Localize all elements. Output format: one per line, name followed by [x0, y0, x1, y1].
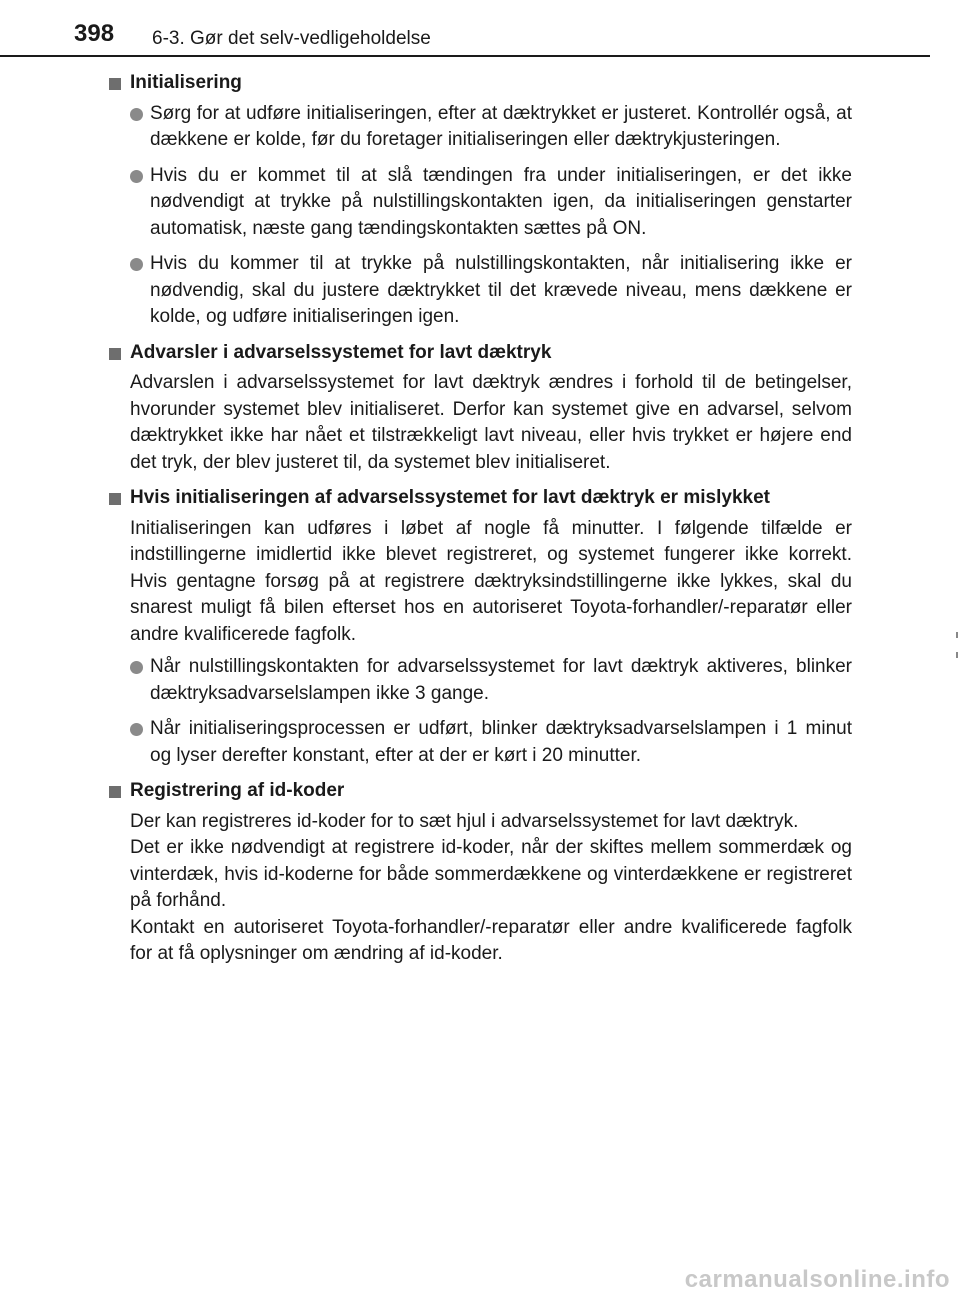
round-bullet-icon — [130, 108, 143, 121]
square-bullet-icon — [109, 78, 121, 90]
square-bullet-icon — [109, 348, 121, 360]
list-item: Når nulstillingskontakten for advarselssystemet for lavt dæktryk aktiveres, blinker dæktryksadvarselslampen ikke 3 gange. — [108, 654, 852, 707]
section-heading: Registrering af id-koder — [108, 778, 852, 805]
list-item: Når initialiseringsprocessen er udført, blinker dæktryksadvarselslampen i 1 minut og lyser derefter konstant, efter at der er kørt i 20 minutter. — [108, 716, 852, 769]
paragraph: Der kan registreres id-koder for to sæt hjul i advarselssystemet for lavt dæktryk. — [130, 810, 799, 832]
section-initialisering — [108, 70, 852, 331]
section-mislykket — [108, 485, 852, 769]
square-bullet-icon — [109, 786, 121, 798]
page-header — [0, 0, 960, 56]
paragraph: Kontakt en autoriseret Toyota-forhandler/-reparatør eller andre kvalificerede fagfolk for at få oplysninger om ændring af id-koder. — [130, 916, 852, 964]
watermark: carmanualsonline.info — [684, 1266, 950, 1293]
section-registrering — [108, 778, 852, 968]
round-bullet-icon — [130, 723, 143, 736]
paragraph: Advarslen i advarselssystemet for lavt dæktryk ændres i forhold til de betingelser, hvorunder systemet blev initialiseret. Derfor kan systemet give en advarsel, selvom dæktrykket ikke har nået et tilstrækkeligt lavt niveau, eller hvis trykket er højere end det tryk, der blev justeret til, da systemet blev initialiseret. — [130, 372, 852, 473]
paragraph: Initialiseringen kan udføres i løbet af nogle få minutter. I følgende tilfælde er indstillingerne imidlertid ikke blevet registreret, og systemet fungerer ikke korrekt. Hvis gentagne forsøg på at registrere dæktryksindstillingerne ikke lykkes, skal du snarest muligt få bilen efterset hos en autoriseret Toyota-forhandler/-reparatør eller andre kvalificerede fagfolk. — [130, 517, 852, 645]
section-heading: Hvis initialiseringen af advarselssystemet for lavt dæktryk er mislykket — [108, 485, 852, 512]
section-heading: Initialisering — [108, 70, 852, 97]
section-heading: Advarsler i advarselssystemet for lavt dæktryk — [108, 340, 852, 367]
paragraph: Det er ikke nødvendigt at registrere id-koder, når der skiftes mellem sommerdæk og vinterdæk, hvis id-koderne for både sommerdækkene og vinterdækkene er registreret på forhånd. — [130, 837, 852, 911]
section-advarsler — [108, 340, 852, 477]
page-number: 398 — [74, 20, 115, 47]
round-bullet-icon — [130, 661, 143, 674]
round-bullet-icon — [130, 170, 143, 183]
chapter-title: 6-3. Gør det selv-vedligeholdelse — [152, 28, 431, 49]
margin-tick — [956, 632, 958, 638]
margin-tick — [956, 652, 958, 658]
page-content — [108, 70, 852, 977]
list-item: Hvis du er kommet til at slå tændingen fra under initialiseringen, er det ikke nødvendigt at trykke på nulstillingskontakten igen, da initialiseringen genstarter automatisk, næste gang tændingskontakten sættes på ON. — [108, 163, 852, 243]
list-item: Sørg for at udføre initialiseringen, efter at dæktrykket er justeret. Kontrollér også, at dækkene er kolde, før du foretager initialiseringen eller dæktrykjusteringen. — [108, 101, 852, 154]
round-bullet-icon — [130, 258, 143, 271]
list-item: Hvis du kommer til at trykke på nulstillingskontakten, når initialisering ikke er nødvendig, skal du justere dæktrykket til det krævede niveau, mens dækkene er kolde, og udføre initialiseringen igen. — [108, 251, 852, 331]
header-rule — [0, 55, 930, 57]
square-bullet-icon — [109, 493, 121, 505]
